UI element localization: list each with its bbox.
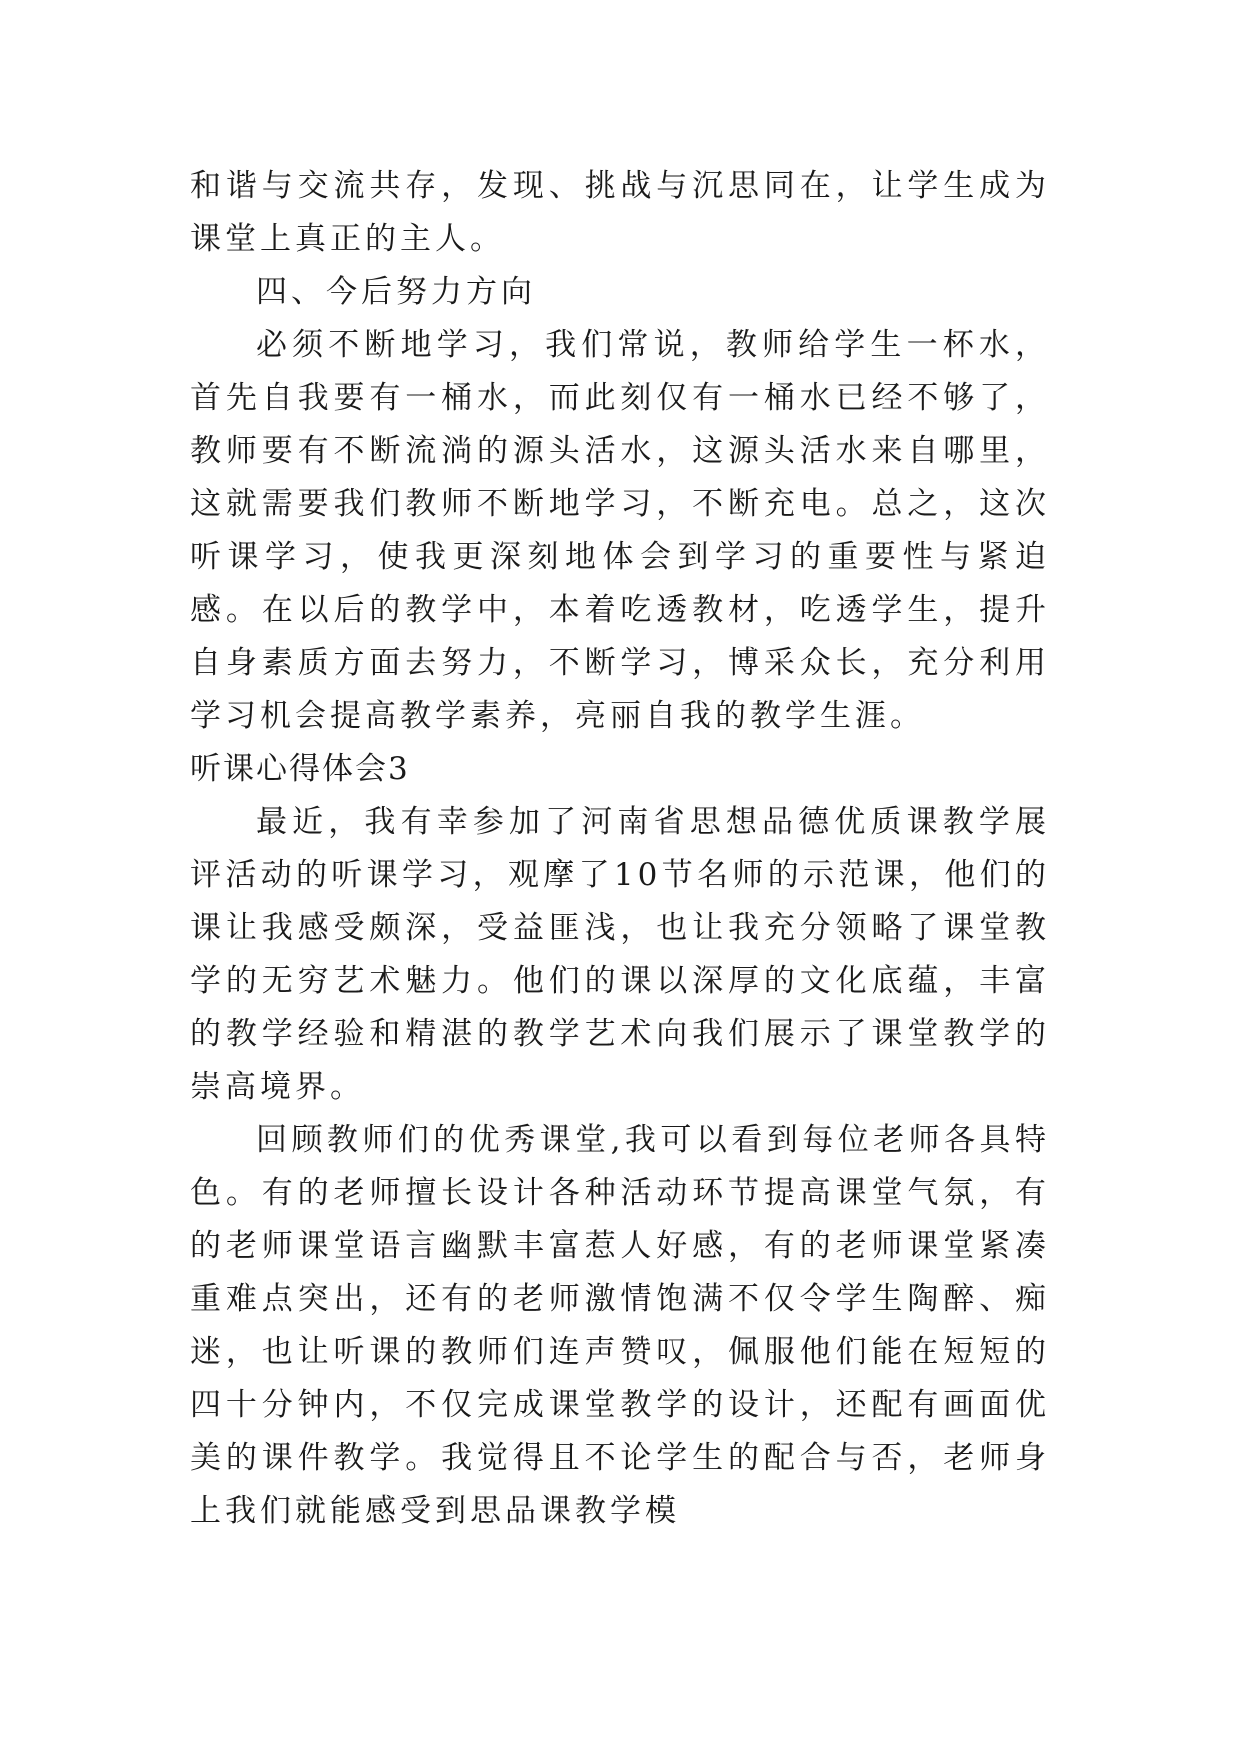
paragraph-1: 和谐与交流共存，发现、挑战与沉思同在，让学生成为课堂上真正的主人。	[190, 168, 1050, 257]
paragraph-4: 回顾教师们的优秀课堂,我可以看到每位老师各具特色。有的老师擅长设计各种活动环节提高课堂气氛，有的老师课堂语言幽默丰富惹人好感，有的老师课堂紧凑重难点突出，还有的老师激情饱满不仅令学生陶醉、痴迷，也让听课的教师们连声赞叹，佩服他们能在短短的四十分钟内，不仅完成课堂教学的设计，还配有画面优美的课件教学。我觉得且不论学生的配合与否，老师身上我们就能感受到思品课教学模	[190, 1122, 1050, 1529]
section-heading-4: 四、今后努力方向	[256, 274, 536, 310]
article-title-3: 听课心得体会3	[190, 751, 410, 787]
paragraph-3: 最近，我有幸参加了河南省思想品德优质课教学展评活动的听课学习，观摩了10节名师的示范课，他们的课让我感受颇深，受益匪浅，也让我充分领略了课堂教学的无穷艺术魅力。他们的课以深厚的文化底蕴，丰富的教学经验和精湛的教学艺术向我们展示了课堂教学的崇高境界。	[190, 804, 1050, 1105]
paragraph-2: 必须不断地学习，我们常说，教师给学生一杯水，首先自我要有一桶水，而此刻仅有一桶水已经不够了，教师要有不断流淌的源头活水，这源头活水来自哪里，这就需要我们教师不断地学习，不断充电。总之，这次听课学习，使我更深刻地体会到学习的重要性与紧迫感。在以后的教学中，本着吃透教材，吃透学生，提升自身素质方面去努力，不断学习，博采众长，充分利用学习机会提高教学素养，亮丽自我的教学生涯。	[190, 327, 1050, 734]
document-body	[190, 160, 1050, 1538]
